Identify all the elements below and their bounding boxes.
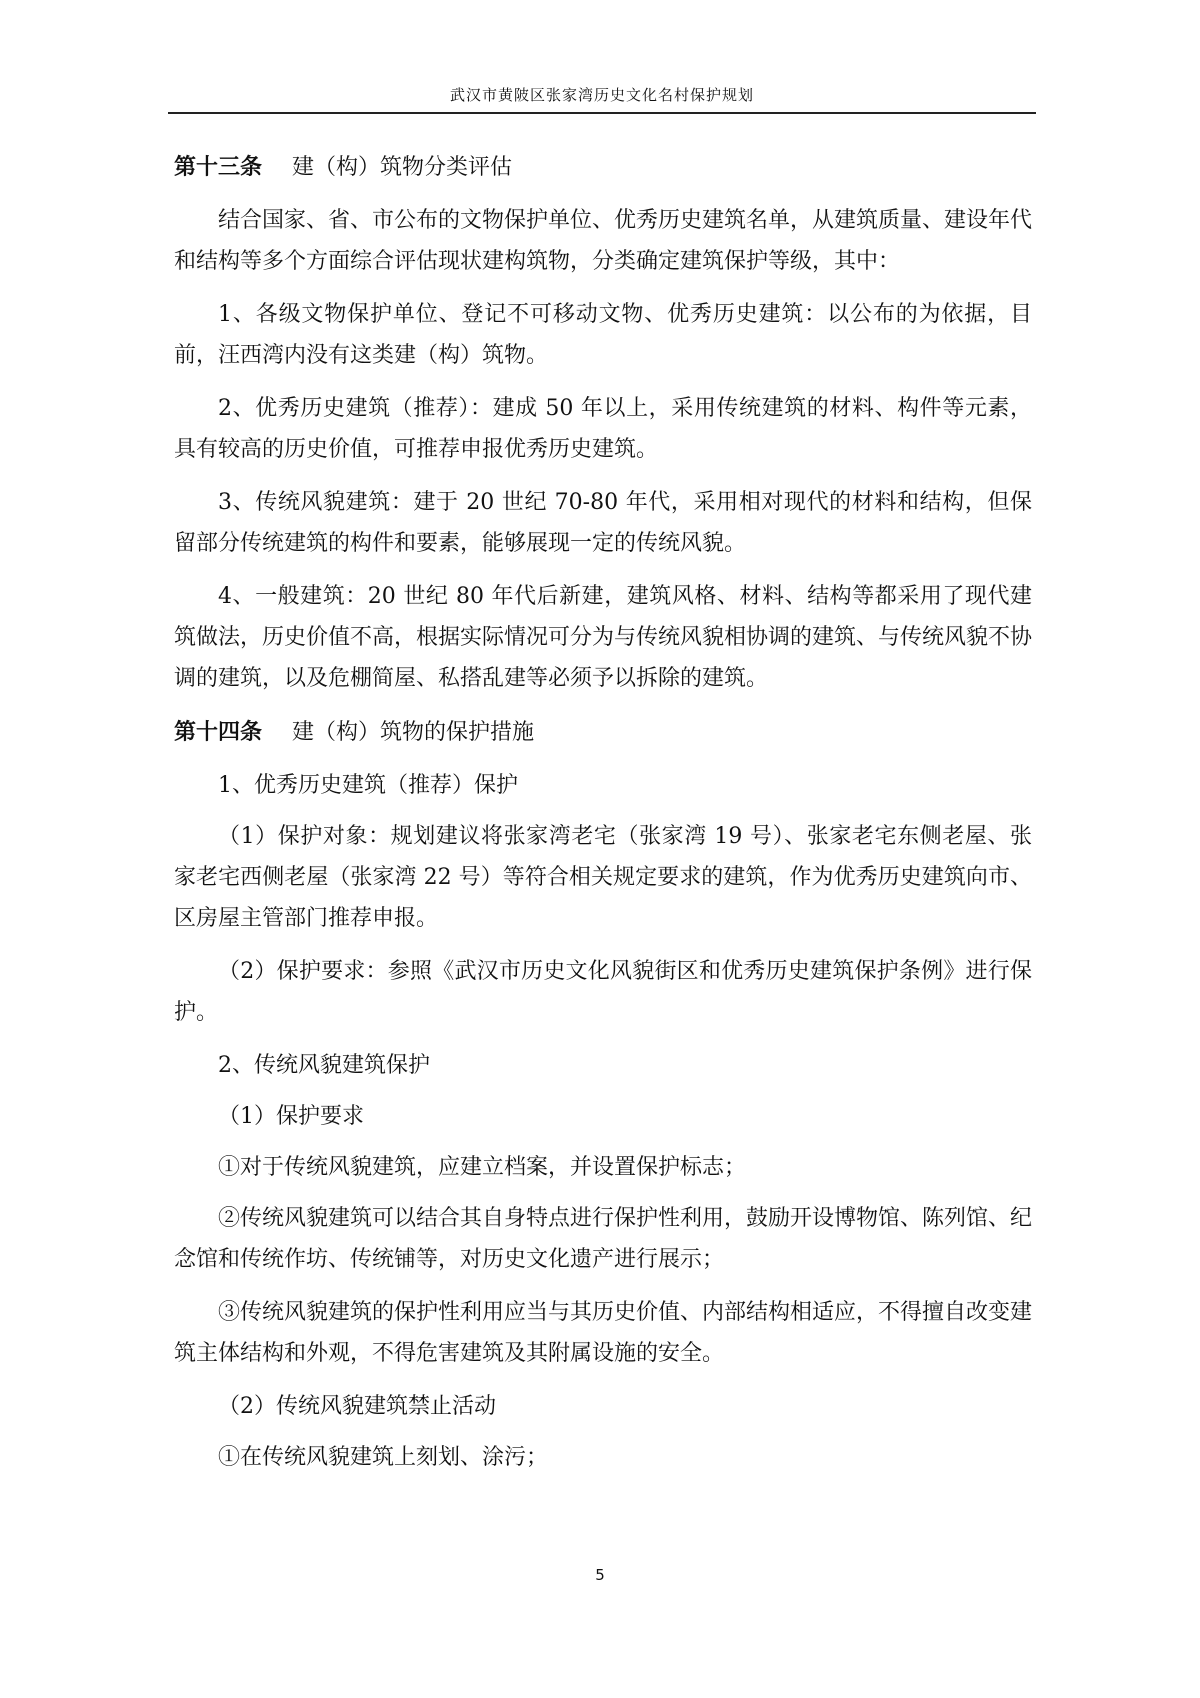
article-13-item-2: 2、优秀历史建筑（推荐）：建成 50 年以上，采用传统建筑的材料、构件等元素，具有较高的历史价值，可推荐申报优秀历史建筑。: [174, 396, 1032, 462]
section-2-prohibition-1: ①在传统风貌建筑上刻划、涂污；: [218, 1445, 549, 1470]
article-13-title: 建（构）筑物分类评估: [292, 155, 513, 180]
article-13-intro: 结合国家、省、市公布的文物保护单位、优秀历史建筑名单，从建筑质量、建设年代和结构等多个方面综合评估现状建构筑物，分类确定建筑保护等级，其中：: [174, 208, 1033, 274]
section-2-subheading-prohibited: （2）传统风貌建筑禁止活动: [218, 1394, 496, 1419]
section-2-heading: 2、传统风貌建筑保护: [218, 1053, 430, 1078]
section-2-subheading-requirements: （1）保护要求: [218, 1104, 364, 1129]
section-1-protection-requirement: （2）保护要求：参照《武汉市历史文化风貌街区和优秀历史建筑保护条例》进行保护。: [174, 959, 1032, 1025]
document-body: [174, 146, 1032, 1488]
section-2-requirement-1: ①对于传统风貌建筑，应建立档案，并设置保护标志；: [218, 1155, 747, 1180]
document-title: 武汉市黄陂区张家湾历史文化名村保护规划: [449, 86, 754, 104]
section-1-heading: 1、优秀历史建筑（推荐）保护: [218, 773, 518, 798]
article-14-heading: [174, 711, 1032, 755]
section-2-requirement-3: ③传统风貌建筑的保护性利用应当与其历史价值、内部结构相适应，不得擅自改变建筑主体结构和外观，不得危害建筑及其附属设施的安全。: [174, 1300, 1033, 1366]
article-13-heading: [174, 146, 1032, 190]
article-14-title: 建（构）筑物的保护措施: [292, 720, 535, 745]
page-header: [168, 84, 1036, 114]
article-13-item-3: 3、传统风貌建筑：建于 20 世纪 70-80 年代，采用相对现代的材料和结构，但保留部分传统建筑的构件和要素，能够展现一定的传统风貌。: [174, 490, 1032, 556]
article-13-item-4: 4、一般建筑：20 世纪 80 年代后新建，建筑风格、材料、结构等都采用了现代建筑做法，历史价值不高，根据实际情况可分为与传统风貌相协调的建筑、与传统风貌不协调的建筑，以及危棚简屋、私搭乱建等必须予以拆除的建筑。: [174, 584, 1033, 691]
article-13-number: 第十三条: [174, 155, 263, 180]
section-2-requirement-2: ②传统风貌建筑可以结合其自身特点进行保护性利用，鼓励开设博物馆、陈列馆、纪念馆和传统作坊、传统铺等，对历史文化遗产进行展示；: [174, 1206, 1033, 1272]
article-14-number: 第十四条: [174, 720, 263, 745]
page-number: 5: [595, 1566, 605, 1584]
section-1-protection-target: （1）保护对象：规划建议将张家湾老宅（张家湾 19 号）、张家老宅东侧老屋、张家老宅西侧老屋（张家湾 22 号）等符合相关规定要求的建筑，作为优秀历史建筑向市、区房屋主管部门推荐申报。: [174, 824, 1032, 931]
article-13-item-1: 1、各级文物保护单位、登记不可移动文物、优秀历史建筑：以公布的为依据，目前，汪西湾内没有这类建（构）筑物。: [174, 302, 1032, 368]
